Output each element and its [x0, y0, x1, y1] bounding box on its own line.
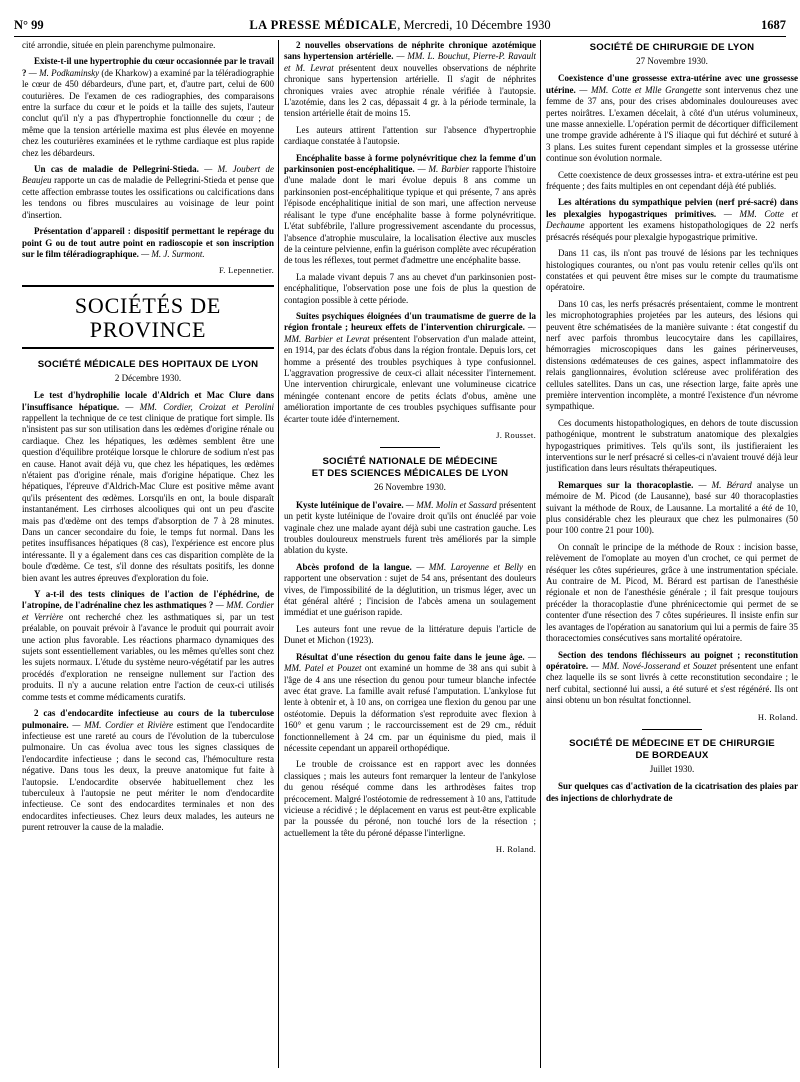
article-authors: — MM. Laroyenne et Belly	[411, 561, 523, 572]
column-rule-2	[540, 40, 541, 1068]
article-traumatisme	[284, 311, 536, 425]
paragraph: La malade vivant depuis 7 ans au chevet d'un parkinsonien post-encéphalitique, l'observation pose une fois de plus la question de contagion possible à cette période.	[284, 271, 536, 305]
page-header	[14, 16, 786, 38]
article-appareil	[22, 226, 274, 260]
article-encephalite	[284, 153, 536, 267]
article-text: présentent deux nouvelles observations de néphrite chronique sans hypertension artérielle. Il s'agit de néphrites chroniques vraies avec atrophie rénale vérifiée à l'autopsie. L'azotémie, dans les 2 cas, dépassait 4 gr. à la période terminale, la tension artérielle était de moins 15.	[284, 62, 536, 119]
article-title: Remarques sur la thoracoplastie.	[558, 479, 694, 490]
section-band: SOCIÉTÉS DE PROVINCE	[22, 285, 274, 349]
article-abces	[284, 562, 536, 619]
article-text: sont intervenus chez une femme de 37 ans, pour des crises abdominales douloureuses avec pertes noirâtres. L'examen décelait, à côté d'un utérus volumineux, une masse annexielle. L'opération permit de décortiquer difficilement une trompe gravide adhérente à l'S iliaque qui fut déchiré et suturé à 3 plans. Les suites furent cependant simples et la grossesse utérine continue son évolution normale.	[546, 84, 798, 164]
column-2	[284, 40, 536, 1076]
article-thoracoplastie	[546, 480, 798, 537]
article-text: présentent une enfant chez laquelle ils se sont livrés à cette reconstitution secondaire ; le nerf cubital, sectionné lui aussi, a été suturé et s'est régénéré. Ils ont ainsi obtenu un bon résultat fonctionnel.	[546, 660, 798, 706]
article-kyste	[284, 500, 536, 557]
society-heading: SOCIÉTÉ MÉDICALE DES HOPITAUX DE LYON	[37, 358, 259, 370]
article-title: Les altérations du sympathique pelvien (nerf pré-sacré) dans les plexalgies hypogastriques primitives.	[546, 197, 798, 219]
divider	[642, 729, 702, 730]
column-rule-1	[278, 40, 279, 1068]
article-authors: — MM. L. Bouchut, Pierre-P. Ravault et M. Levrat	[284, 51, 536, 73]
article-authors: — MM. Barbier et Levrat	[284, 322, 536, 344]
article-tendons	[546, 650, 798, 707]
article-sympathique	[546, 197, 798, 243]
article-title: Un cas de maladie de Pellegrini-Stieda.	[34, 164, 199, 175]
page-number: N° 99	[14, 18, 44, 32]
article-podkaminsky	[22, 56, 274, 159]
paragraph: Les auteurs font une revue de la littérature depuis l'article de Dunet et Michon (1923).	[284, 623, 536, 646]
article-title: Y a-t-il des tests cliniques de l'action de l'éphédrine, de l'atropine, de l'adrénaline chez les asthmatiques ?	[22, 589, 274, 611]
paragraph: On connaît le principe de la méthode de Roux : incision basse, relèvement de l'omoplate au moyen d'un crochet, ce qui permet de réséquer les côtes supérieures, grâce à une instrumentation spéciale. Au contraire de M. Picod, M. Bérard est partisan de l'anesthésie régionale et non de l'anesthésie générale ; il fait presque toujours précéder la thoracoplastie d'une phrénicectomie qui permet de se contenter d'une résection des 7 côtes supérieures. Il insiste enfin sur les avantages de l'opération au sanatorium qui lui a permis de faire 35 thoracectomies consécutives sans mortalité opératoire.	[546, 541, 798, 644]
article-authors: — M. Bérard	[693, 479, 752, 490]
article-authors: — MM. Cordier et Rivière	[68, 719, 174, 730]
signature: H. Roland.	[757, 711, 798, 722]
article-text: rapporte l'histoire d'une malade dont le mari évolue depuis 8 ans comme un parkinsonien post-encéphalitique typique et qui présente, 7 ans après l'épisode encéphalitique initial de son mari, une affection nerveuse réalisant le type d'une encéphalite basse à forme polynévritique. L'état subfébrile, l'allure progressivement ascendante du processus, l'absence d'atrophie musculaire, la localisation élective aux muscles de la ceinture pelvienne, enfin la guérison complète avec récupération de tous les réflexes, tout permet d'admettre une encéphalite basse.	[284, 164, 536, 266]
article-text: analyse un mémoire de M. Picod (de Lausanne), basé sur 40 thoracoplasties suivant la méthode de Roux, de Lausanne. La mortalité a été de 10, plus considérable chez les pleuraux que chez les pulmonaires (50 pour 100 contre 21 pour 100).	[546, 479, 798, 536]
article-title: Kyste lutéinique de l'ovaire.	[296, 499, 404, 510]
article-title: Suites psychiques éloignées d'un traumatisme de guerre de la région frontale ; heureux effets de l'intervention chirurgicale.	[284, 310, 536, 333]
society-date: Juillet 1930.	[649, 763, 695, 774]
article-authors: — M. J. Surmont.	[138, 248, 205, 259]
article-cicatrisation	[546, 781, 798, 804]
header-rule	[14, 36, 786, 37]
masthead-date: , Mercredi, 10 Décembre 1930	[397, 18, 551, 32]
article-text: ont examiné un homme de 38 ans qui subit à l'âge de 4 ans une résection du genou pour tumeur blanche infectée avec état grave. La famille avait refusé l'amputation. L'ankylose fut lente à obtenir et, à 10 ans, on corrigea une flexion du genou par une ostéotomie. Depuis la déformation s'est reproduite avec flexion à 160° et genu varum ; le raccourcissement est de 29 cm., réduit fonctionnellement à 24 cm. par un équinisme du pied, mais il nécessite cependant un appareil orthopédique.	[284, 663, 536, 753]
paragraph: Dans 10 cas, les nerfs présacrés présentaient, comme le montrent les microphotographies projetées par les auteurs, des lésions qui peuvent être schématisées de la manière suivante : état congestif du nerf avec parfois thrombus leucocytaire dans les capillaires, hémorragies microscopiques dans les gaines périnerveuses, distensions œdémateuses de ces gaines, aspect inflammatoire des relais ganglionnaires, évolution scléreuse avec prolifération des cellules satellites. Dans un cas, une résection large, faite après une première intervention incomplète, a montré l'existence d'un névrome sympathique.	[546, 298, 798, 412]
article-title: Coexistence d'une grossesse extra-utérine avec une grossesse utérine.	[546, 73, 798, 95]
article-text: rappellent la technique de ce test clinique de pratique fort simple. Ils n'insistent pas sur son utilisation dans les œdèmes d'origine rénale ou cardiaque. Chez les hépatiques, les œdèmes semblent être une question d'équilibre protéique lorsque le chlorure de sodium n'est pas en cause. Hanot avait déjà vu, que chez les hépatiques, les œdèmes n'étaient pas d'origine rénale, mais d'origine hépatique. Chez les hépatiques, l'épreuve d'Aldrich-Mac Clure est positive même avant qu'ils présentent des œdèmes. Lorsqu'ils en ont, la boule disparaît instantanément. Les cirrhoses alcooliques qui ont un peu d'ascite mais pas d'œdème ont des temps d'absorption de 7 à 28 minutes. Dans un cancer secondaire du foie, le temps fut normal. Dans les petites insuffisances hépatiques (8 cas), l'expérience est encore plus intéressante. Il y a également dans ces cas disparition complète de la boule d'œdème. Ce test, s'il donne des résultats positifs, les donne bien avant les autres épreuves d'exploration du foie.	[22, 412, 274, 583]
article-authors: — M. Podkaminsky	[26, 67, 100, 78]
society-heading: SOCIÉTÉ NATIONALE DE MÉDECINE ET DES SCIENCES MÉDICALES DE LYON	[311, 456, 509, 480]
article-asthmatiques	[22, 589, 274, 703]
article-title: 2 cas d'endocardite infectieuse au cours de la tuberculose pulmonaire.	[22, 708, 274, 730]
society-date: 2 Décembre 1930.	[114, 372, 182, 383]
article-title: Abcès profond de la langue.	[296, 561, 412, 572]
article-hydrophilie	[22, 390, 274, 584]
masthead-title: LA PRESSE MÉDICALE	[249, 18, 398, 32]
article-authors: — MM. Cordier, Croizat et Perolini	[119, 401, 274, 412]
article-genou	[284, 652, 536, 755]
article-title: Résultat d'une résection du genou faite dans le jeune âge.	[296, 651, 525, 662]
article-text: en rapportent une observation : sujet de 54 ans, présentant des douleurs vives, de l'impossibilité de la déglutition, un trismus léger, avec un état général altéré ; l'incision de l'abcès amena un soulagement immédiat et une guérison rapide.	[284, 561, 536, 618]
column-3	[546, 40, 798, 1076]
society-date: 27 Novembre 1930.	[636, 56, 708, 66]
signature: H. Roland.	[495, 844, 536, 855]
article-grossesse	[546, 73, 798, 164]
article-title: Encéphalite basse à forme polynévritique chez la femme d'un parkinsonien post-encéphalitique.	[284, 152, 536, 175]
paragraph: Cette coexistence de deux grossesses intra- et extra-utérine est peu fréquente ; des faits multiples en ont cependant déjà été publiés.	[546, 169, 798, 192]
paragraph: Dans 11 cas, ils n'ont pas trouvé de lésions par les techniques histologiques courantes, ou n'ont pas voulu retenir celles qu'ils ont constatées et qui peuvent être mises sur le compte du traumatisme opératoire.	[546, 248, 798, 293]
article-title: Section des tendons fléchisseurs au poignet ; reconstitution opératoire.	[546, 649, 798, 671]
article-text: (de Kharkow) a examiné par la téléradiographie le cœur de 450 débardeurs, d'une part, et, d'autre part, celui de 600 couturières. De l'examen de ces radiographies, des comparaisons entre la surface du cœur et le poids et la taille des sujets, l'auteur conclut qu'il n'y a pas d'hypertrophie fonctionnelle du cœur ; de même que la tension artérielle maxima est plus élevée en moyenne chez les couturières examinées et le rythme cardiaque est plus rapide chez les débardeurs.	[22, 67, 274, 158]
article-title: Existe-t-il une hypertrophie du cœur occasionnée par le travail ?	[22, 56, 274, 78]
column-1	[22, 40, 274, 1076]
masthead	[14, 18, 786, 33]
article-authors: — MM. Cotte et Dechaume	[546, 208, 798, 231]
article-authors: — M. Joubert de Beaujeu	[22, 164, 274, 186]
article-text: rapporte un cas de maladie de Pellegrini-Stieda et pense que cette affection embrasse toutes les ossifications ou calcifications dans les tendons ou fibres musculaires au voisinage de leur point d'insertion.	[22, 175, 274, 220]
article-text: estiment que l'endocardite infectieuse est une rareté au cours de l'évolution de la tuberculose pulmonaire. Un cas évolua avec tous les signes classiques de l'endocardite infectieuse ; dans le second cas, l'hémoculture resta négative. Dans tous les deux, la preuve anatomique fut faite à l'autopsie. L'endocardite observée habituellement chez les tuberculeux à l'autopsie ne peut mériter le nom d'endocardite infectieuse. Ce sont des endocardites terminales et non des endocardites infectieuses. Chez leurs deux malades, les auteurs ne purent retrouver la cause de la maladie.	[22, 719, 274, 833]
article-title: 2 nouvelles observations de néphrite chronique azotémique sans hypertension artérielle.	[284, 40, 536, 62]
article-text: présentent un petit kyste lutéinique de l'ovaire droit qu'ils ont énucléé par voie vaginale chez une malade ayant déjà subi une castration gauche. Les troubles douloureux menstruels furent très améliorés par la simple ablation du kyste.	[284, 499, 536, 556]
article-text: ont recherché chez les asthmatiques si, par un test préalable, on pouvait prévoir à l'avance le produit qui pourrait avoir une action plus favorable. Les réactions pharmaco dynamiques des sujets sont essentiellement variables, ou les mêmes qu'elles sont chez les sujets normaux. L'étude du système neuro-végétatif par les autres procédés d'exploration ne renseigne nullement sur l'action des produits. Il n'y a aucune relation entre l'action de ceux-ci utilisés comme tests et comme médicaments curatifs.	[22, 611, 274, 702]
article-title: Le test d'hydrophilie locale d'Aldrich et Mac Clure dans l'insuffisance hépatique.	[22, 390, 274, 412]
signature: F. Lepennetier.	[218, 265, 274, 276]
article-authors: — MM. Cotte et Mlle Grangette	[575, 84, 702, 95]
article-authors: — MM. Nové-Josserand et Souzet	[588, 660, 717, 671]
paragraph: Le trouble de croissance est en rapport avec les données classiques ; mais les auteurs font remarquer la lenteur de l'ankylose du genou réséqué comme dans les arthrodèses faites trop précocement. Malgré l'ostéotomie de redressement à 10 ans, l'attitude vicieuse a récidivé ; le déplacement en varus est peut-être explicable par la poussée du péroné, non touché lors de la résection ; actuellement la tête du péroné dépasse l'interligne.	[284, 759, 536, 838]
page-number-right: 1687	[761, 18, 786, 32]
society-heading: SOCIÉTÉ DE MÉDECINE ET DE CHIRURGIE DE BORDEAUX	[569, 737, 775, 761]
paragraph: Les auteurs attirent l'attention sur l'absence d'hypertrophie cardiaque constatée à l'autopsie.	[284, 124, 536, 147]
article-text: apportent les examens histopathologiques de 22 nerfs présacrés réséqués pour plexalgie hypogastrique primitive.	[546, 220, 798, 242]
article-pellegrini	[22, 164, 274, 221]
article-authors: — MM. Patel et Pouzet	[284, 651, 536, 674]
article-text: présentent l'observation d'un malade atteint, en 1914, par des éclats d'obus dans la région frontale. Depuis lors, cet homme a présenté des troubles psychiques à type confusionnel. L'aggravation progressive de ceux-ci allait nécessiter l'internement. Une intervention chirurgicale, enlevant une volumineuse cicatrice méningée contenant encore de petits éclats d'obus, amène une amélioration importante de ces troubles psychiques suffisante pour écarter toute idée d'internement.	[284, 333, 536, 424]
signature: J. Rousset.	[496, 430, 536, 440]
article-title: Présentation d'appareil : dispositif permettant le repérage du point G ou de tout autre point en radioscopie et son inscription sur le film téléradiographique.	[22, 226, 274, 259]
article-title: Sur quelques cas d'activation de la cicatrisation des plaies par des injections de chlorhydrate de	[546, 781, 798, 803]
society-heading: SOCIÉTÉ DE CHIRURGIE DE LYON	[589, 42, 755, 53]
divider	[380, 447, 440, 448]
article-nephrite	[284, 40, 536, 120]
society-date: 26 Novembre 1930.	[374, 482, 446, 493]
article-endocardite	[22, 708, 274, 833]
article-authors: — M. Barbier	[414, 164, 470, 175]
article-authors: — MM. Cordier et Verrière	[22, 600, 274, 622]
article-authors: — MM. Molin et Sassard	[403, 499, 497, 510]
paragraph: Ces documents histopathologiques, en dehors de toute discussion pathogénique, montrent le substratum anatomique des plexalgies hypogastriques primitives. Tels qu'ils sont, ils justifieraient les interventions sur le nerf présacré si celles-ci n'avaient trouvé déjà leur justification dans leurs résultats thérapeutiques.	[546, 417, 798, 474]
paragraph: cité arrondie, située en plein parenchyme pulmonaire.	[22, 40, 216, 50]
